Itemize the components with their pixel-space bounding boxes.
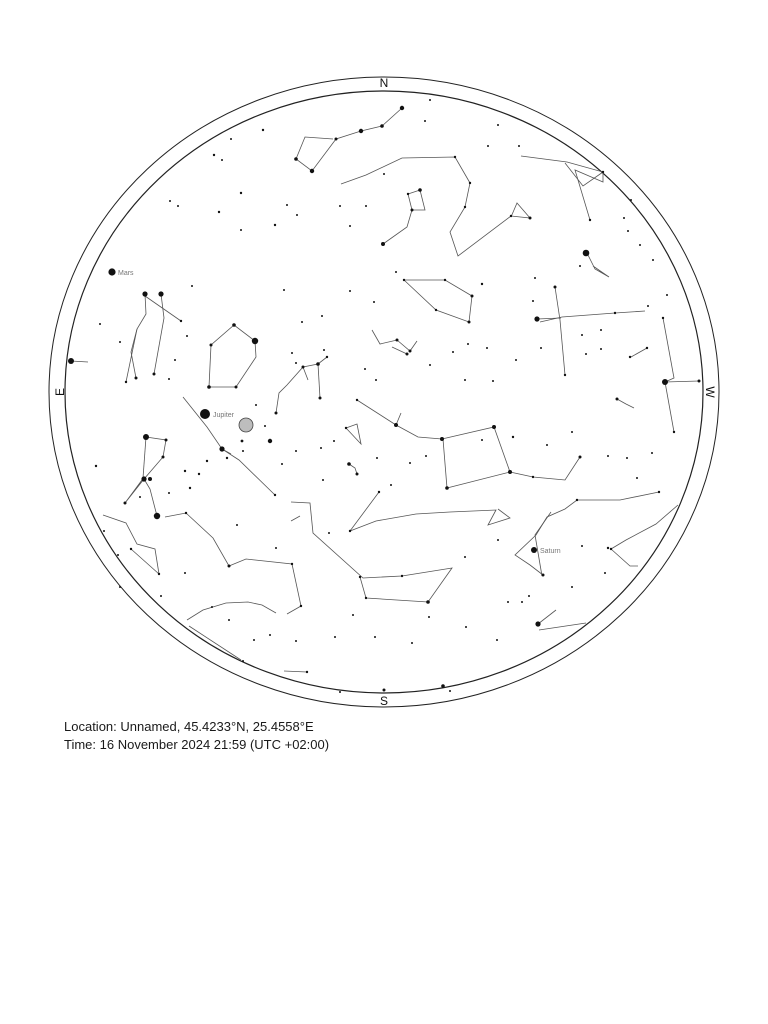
background-stars: [95, 99, 668, 693]
jupiter-marker: [200, 409, 210, 419]
location-caption: Location: Unnamed, 45.4233°N, 25.4558°E: [64, 719, 314, 734]
constellation-stars: [68, 106, 701, 692]
time-caption: Time: 16 November 2024 21:59 (UTC +02:00): [64, 737, 330, 752]
compass-south: S: [379, 694, 389, 708]
saturn-label: Saturn: [540, 548, 561, 555]
compass-west: W: [703, 386, 717, 398]
moon-disc: [239, 418, 253, 432]
inner-ring: [65, 91, 703, 693]
jupiter-label: Jupiter: [213, 412, 235, 419]
mars-marker: [108, 268, 115, 275]
outer-ring: [49, 77, 719, 707]
mars-label: Mars: [118, 270, 134, 277]
compass-north: N: [379, 76, 389, 90]
chart-border: [49, 77, 719, 707]
constellation-lines: [71, 108, 699, 672]
compass-labels: [53, 76, 717, 708]
compass-east: E: [53, 387, 67, 397]
saturn-marker: [531, 547, 537, 553]
planets: [108, 268, 560, 555]
